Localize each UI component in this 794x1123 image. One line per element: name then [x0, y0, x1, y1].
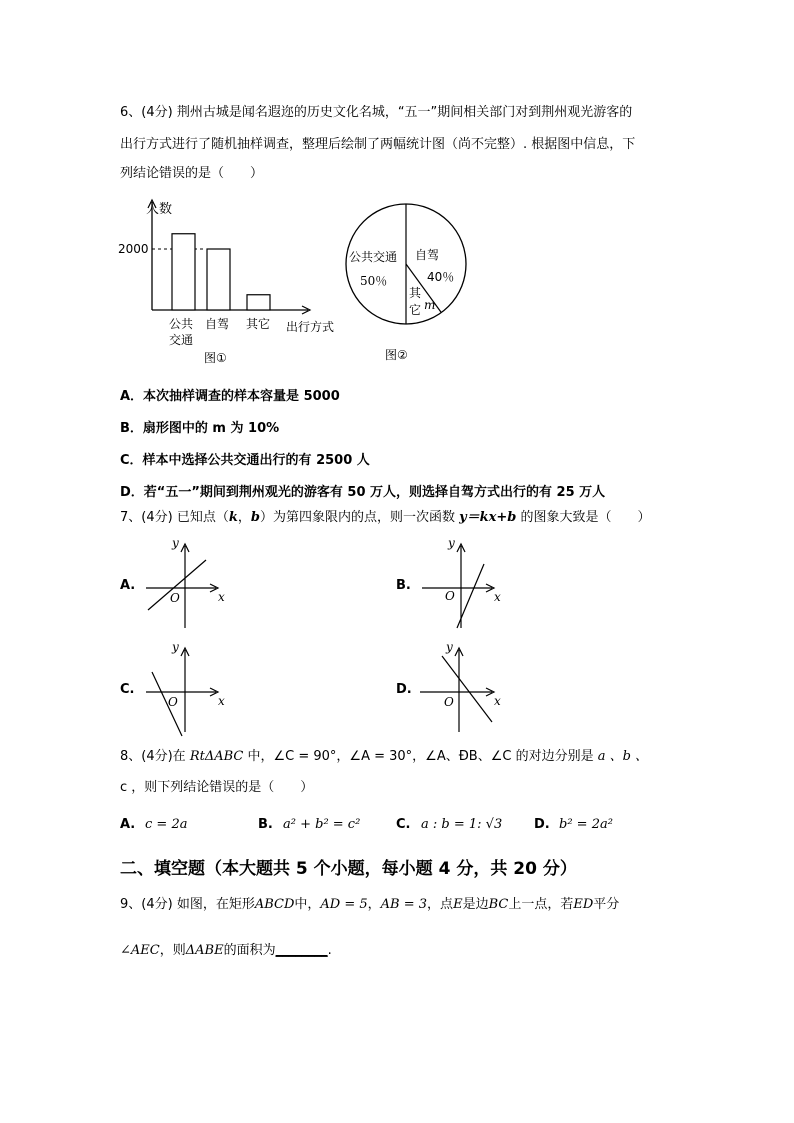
q7-graph-a: [138, 536, 238, 636]
q7-option-c-letter: C.: [120, 682, 135, 697]
q6-line2: 出行方式进行了随机抽样调查，整理后绘制了两幅统计图（尚不完整）. 根据图中信息，下: [120, 137, 636, 152]
bar-3: [247, 295, 270, 310]
bar-cat-3: 其它: [246, 317, 271, 331]
q8-line2: c ，则下列结论错误的是（ ）: [120, 780, 314, 795]
pie-slice-pct-drive: 40％: [427, 270, 455, 284]
q7-d-x: x: [494, 694, 501, 708]
q9-line2: ∠AEC，则ΔABE的面积为________.: [120, 943, 332, 958]
q7-c-o: O: [168, 695, 178, 709]
bar-cat-2: 自驾: [205, 317, 230, 331]
q7-option-d-letter: D.: [396, 682, 412, 697]
q6-line1: 6、(4分) 荆州古城是闻名遐迩的历史文化名城，“五一”期间相关部门对到荆州观光游客的: [120, 105, 633, 120]
q9-answer-blank[interactable]: ________: [275, 943, 328, 958]
pie-slice-pct-other: m: [424, 298, 436, 312]
bar-1: [172, 234, 195, 310]
q7-a-x: x: [218, 590, 225, 604]
q7-a-o: O: [170, 591, 180, 605]
section2-title: 二、填空题（本大题共 5 个小题，每小题 4 分，共 20 分）: [120, 859, 577, 879]
q7-c-y: y: [172, 640, 179, 654]
q7-b-y: y: [448, 536, 455, 550]
bar-cat-1a: 公共: [169, 317, 194, 331]
q6-option-a: A．本次抽样调查的样本容量是 5000: [120, 389, 340, 404]
pie-caption: 图②: [385, 348, 408, 362]
q7-a-y: y: [172, 536, 179, 550]
q7-c-x: x: [218, 694, 225, 708]
q9-line1: 9、(4分) 如图，在矩形ABCD中，AD = 5，AB = 3，点E是边BC上一点，若ED平分: [120, 897, 620, 912]
q7-graph-c: [138, 640, 238, 740]
q7-graph-d: [414, 640, 514, 740]
q8-option-a-letter: A.: [120, 817, 136, 832]
bar-2: [207, 249, 230, 310]
bar-xlabel: 出行方式: [286, 320, 335, 334]
q8-option-c-letter: C.: [396, 817, 411, 832]
q7-stem: 7、(4分) 已知点（k，b）为第四象限内的点，则一次函数 y＝kx+b 的图象大致是（ ）: [120, 510, 651, 525]
pie-slice-label-other1: 其: [409, 286, 422, 300]
q8-line1: 8、(4分)在 RtΔABC 中，∠C = 90°，∠A = 30°，∠A、ÐB、∠C 的对边分别是 a 、b 、: [120, 749, 649, 764]
q7-graph-b: [414, 536, 514, 636]
q7-b-o: O: [445, 589, 455, 603]
bar-cat-1b: 交通: [169, 333, 194, 347]
q7-b-x: x: [494, 590, 501, 604]
pie-slice-label-drive: 自驾: [415, 248, 440, 262]
pie-slice-label-other2: 它: [409, 303, 422, 317]
q7-graph-d-line: [442, 656, 492, 722]
bar-chart: [110, 190, 360, 370]
bar-ylabel: 人数: [146, 202, 173, 217]
pie-slice-label-public: 公共交通: [349, 250, 398, 264]
q8-option-d-letter: D.: [534, 817, 550, 832]
bar-ytick-2000: 2000: [118, 242, 149, 256]
q6-option-d: D．若“五一”期间到荆州观光的游客有 50 万人，则选择自驾方式出行的有 25 万人: [120, 485, 606, 500]
q7-option-a-letter: A.: [120, 578, 136, 593]
pie-chart: [340, 200, 480, 370]
q7-d-o: O: [444, 695, 454, 709]
q8-option-c: a : b = 1: √3: [421, 817, 503, 832]
q8-option-a: c = 2a: [145, 817, 188, 832]
q7-d-y: y: [446, 640, 453, 654]
pie-slice-pct-public: 50％: [360, 274, 388, 288]
q6-option-b: B．扇形图中的 m 为 10%: [120, 421, 280, 436]
q6-option-c: C．样本中选择公共交通出行的有 2500 人: [120, 453, 370, 468]
q7-option-b-letter: B.: [396, 578, 411, 593]
q8-option-d: b² = 2a²: [559, 817, 613, 832]
q8-option-b-letter: B.: [258, 817, 273, 832]
bar-caption: 图①: [204, 351, 227, 365]
q6-line3: 列结论错误的是（ ）: [120, 166, 264, 181]
q8-option-b: a² + b² = c²: [283, 817, 361, 832]
